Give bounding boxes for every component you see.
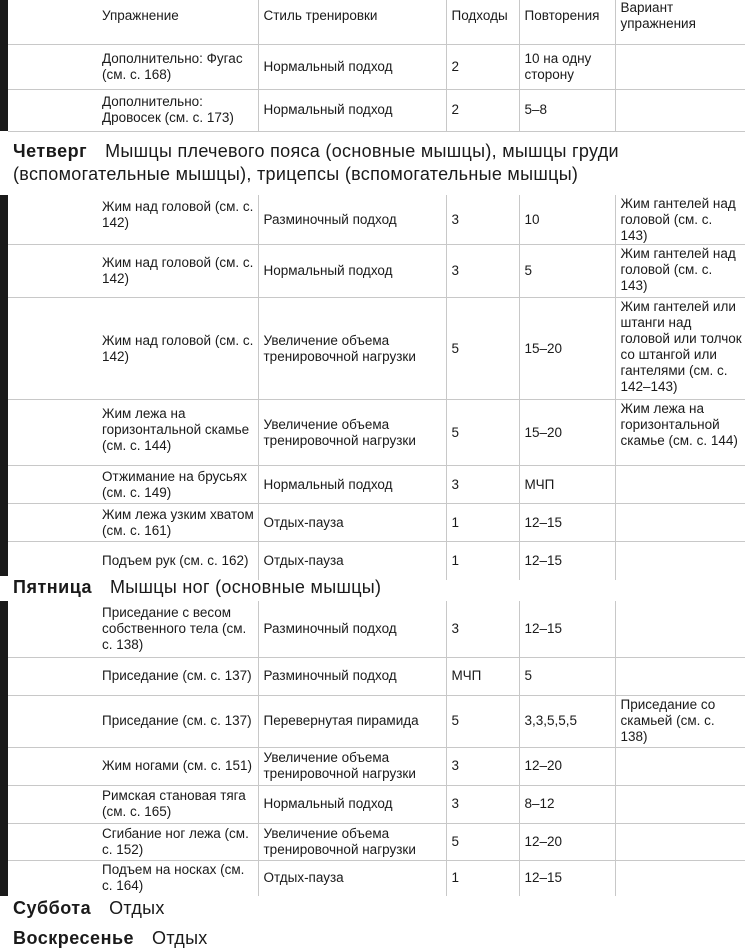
reps-cell: 15–20 [519,400,615,466]
style-cell: Отдых-пауза [258,504,446,542]
sets-cell: 2 [446,44,519,89]
sets-cell: 3 [446,245,519,298]
exercise-cell: Жим над головой (см. с. 142) [8,298,258,400]
table-row [8,400,745,466]
variant-cell: Жим лежа на горизонтальной скамье (см. с. 144) [615,400,745,466]
sets-cell: 3 [446,785,519,823]
variant-cell [615,657,745,695]
table-row [8,89,745,131]
reps-cell: 12–15 [519,601,615,657]
muscle-groups: Отдых [152,928,208,948]
exercise-cell: Жим ногами (см. с. 151) [8,747,258,785]
reps-cell: 10 на одну сторону [519,44,615,89]
style-cell: Увеличение объема тренировочной нагрузки [258,747,446,785]
reps-cell: 12–15 [519,504,615,542]
style-cell: Нормальный подход [258,44,446,89]
reps-cell: МЧП [519,466,615,504]
reps-cell: 12–20 [519,747,615,785]
saturday-heading [13,897,165,920]
day-label: Четверг [13,141,88,161]
style-cell: Нормальный подход [258,466,446,504]
sets-cell: 1 [446,860,519,896]
left-bar [0,601,8,896]
column-header-reps: Повторения [519,0,615,44]
reps-cell: 12–20 [519,823,615,860]
thursday-block [0,195,745,576]
exercise-cell: Подъем рук (см. с. 162) [8,542,258,580]
variant-cell [615,542,745,580]
style-cell: Нормальный подход [258,785,446,823]
exercise-cell: Жим над головой (см. с. 142) [8,195,258,245]
variant-cell: Жим гантелей над головой (см. с. 143) [615,195,745,245]
wednesday-block [0,0,745,131]
column-header-sets: Подходы [446,0,519,44]
variant-cell [615,823,745,860]
day-label: Суббота [13,898,92,918]
table-row [8,44,745,89]
muscle-groups: Мышцы ног (основные мышцы) [110,577,382,597]
style-cell: Увеличение объема тренировочной нагрузки [258,823,446,860]
style-cell: Увеличение объема тренировочной нагрузки [258,298,446,400]
variant-cell [615,44,745,89]
table-row [8,542,745,580]
exercise-cell: Римская становая тяга (см. с. 165) [8,785,258,823]
sets-cell: 1 [446,542,519,580]
table-row [8,601,745,657]
reps-cell: 15–20 [519,298,615,400]
variant-cell [615,747,745,785]
variant-cell [615,860,745,896]
sets-cell: 5 [446,400,519,466]
table-row [8,785,745,823]
style-cell: Отдых-пауза [258,542,446,580]
exercise-cell: Дополнительно: Фугас (см. с. 168) [8,44,258,89]
style-cell: Разминочный подход [258,195,446,245]
table-row [8,860,745,896]
exercise-cell: Приседание (см. с. 137) [8,695,258,747]
table-row [8,657,745,695]
muscle-groups: Мышцы плечевого пояса (основные мышцы), мышцы груди (вспомогательные мышцы), трицепсы (вспомогательные мышцы) [13,141,619,184]
thursday-heading [13,140,733,186]
wednesday-table [8,0,745,132]
exercise-cell: Дополнительно: Дровосек (см. с. 173) [8,89,258,131]
friday-block [0,601,745,896]
thursday-table [8,195,745,580]
style-cell: Увеличение объема тренировочной нагрузки [258,400,446,466]
sets-cell: 2 [446,89,519,131]
table-header-row [8,0,745,44]
exercise-cell: Подъем на носках (см. с. 164) [8,860,258,896]
table-row [8,695,745,747]
variant-cell: Приседание со скамьей (см. с. 138) [615,695,745,747]
column-header-exercise: Упражнение [8,0,258,44]
table-row [8,298,745,400]
style-cell: Отдых-пауза [258,860,446,896]
reps-cell: 8–12 [519,785,615,823]
style-cell: Нормальный подход [258,89,446,131]
left-bar [0,195,8,576]
day-label: Воскресенье [13,928,135,948]
muscle-groups: Отдых [109,898,165,918]
sunday-heading [13,927,208,950]
sets-cell: 3 [446,466,519,504]
column-header-variant: Вариант упражнения [615,0,745,44]
style-cell: Разминочный подход [258,657,446,695]
sets-cell: 5 [446,695,519,747]
sets-cell: 3 [446,747,519,785]
sets-cell: 3 [446,601,519,657]
sets-cell: 3 [446,195,519,245]
table-row [8,504,745,542]
table-row [8,747,745,785]
reps-cell: 10 [519,195,615,245]
sets-cell: МЧП [446,657,519,695]
variant-cell [615,89,745,131]
column-header-style: Стиль тренировки [258,0,446,44]
variant-cell: Жим гантелей над головой (см. с. 143) [615,245,745,298]
day-label: Пятница [13,577,92,597]
exercise-cell: Приседание (см. с. 137) [8,657,258,695]
variant-cell [615,504,745,542]
variant-cell [615,785,745,823]
reps-cell: 5 [519,657,615,695]
reps-cell: 12–15 [519,860,615,896]
variant-cell [615,601,745,657]
reps-cell: 5 [519,245,615,298]
sets-cell: 5 [446,298,519,400]
exercise-cell: Приседание с весом собственного тела (см. с. 138) [8,601,258,657]
style-cell: Перевернутая пирамида [258,695,446,747]
table-row [8,466,745,504]
variant-cell: Жим гантелей или штанги над головой или толчок со штангой или гантелями (см. с. 142–143) [615,298,745,400]
exercise-cell: Жим лежа на горизонтальной скамье (см. с. 144) [8,400,258,466]
style-cell: Разминочный подход [258,601,446,657]
left-bar [0,0,8,131]
exercise-cell: Жим лежа узким хватом (см. с. 161) [8,504,258,542]
exercise-cell: Отжимание на брусьях (см. с. 149) [8,466,258,504]
style-cell: Нормальный подход [258,245,446,298]
exercise-cell: Жим над головой (см. с. 142) [8,245,258,298]
reps-cell: 3,3,5,5,5 [519,695,615,747]
reps-cell: 5–8 [519,89,615,131]
friday-heading [13,576,381,599]
table-row [8,823,745,860]
exercise-cell: Сгибание ног лежа (см. с. 152) [8,823,258,860]
reps-cell: 12–15 [519,542,615,580]
table-row [8,245,745,298]
sets-cell: 1 [446,504,519,542]
table-row [8,195,745,245]
sets-cell: 5 [446,823,519,860]
friday-table [8,601,745,896]
variant-cell [615,466,745,504]
